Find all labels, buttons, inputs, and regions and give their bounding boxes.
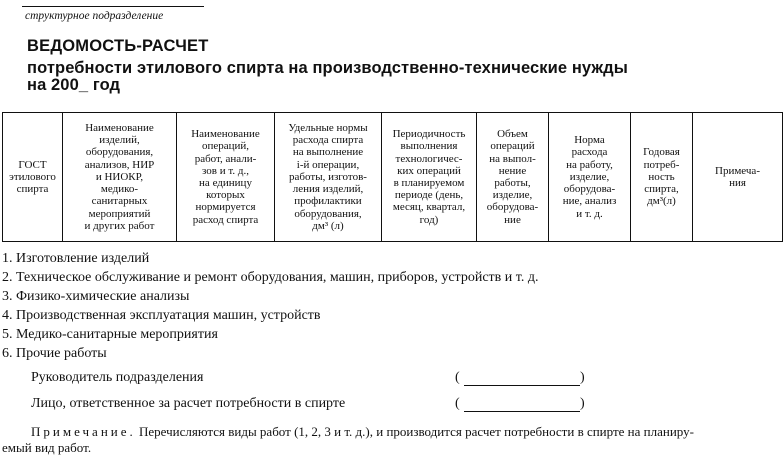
list-item: 4. Производственная эксплуатация машин, устройств [2,308,321,323]
column-header-operation-name: Наименование операций, работ, анали- зов и т. д., на единицу которых нормируется расход спирта [177,113,275,242]
signature-open-paren: ( [455,396,460,411]
column-header-periodicity: Периодичность выполнения технологичес- ких операций в планируемом периоде (день, месяц, квартал, год) [382,113,477,242]
list-item: 6. Прочие работы [2,346,107,361]
list-item: 3. Физико-химические анализы [2,289,190,304]
signature-label-head: Руководитель подразделения [31,370,204,385]
signature-open-paren: ( [455,370,460,385]
list-item: 1. Изготовление изделий [2,251,150,266]
signature-line-head [464,385,580,386]
column-header-consumption-norm: Норма расхода на работу, изделие, оборудова- ние, анализ и т. д. [549,113,631,242]
unit-caption: структурное подразделение [25,10,164,22]
list-item: 5. Медико-санитарные мероприятия [2,327,218,342]
column-header-gost: ГОСТ этилового спирта [3,113,63,242]
signature-label-responsible: Лицо, ответственное за расчет потребности в спирте [31,396,346,411]
column-header-item-name: Наименование изделий, оборудования, анализов, НИР и НИОКР, медико- санитарных мероприятий и других работ [63,113,177,242]
signature-close-paren: ) [580,396,585,411]
document-subtitle: потребности этилового спирта на производственно-технические нужды на 200_ год [27,59,628,94]
column-header-notes: Примеча- ния [693,113,783,242]
signature-close-paren: ) [580,370,585,385]
note-line-2: емый вид работ. [2,440,92,455]
column-header-unit-norm: Удельные нормы расхода спирта на выполнение i-й операции, работы, изготов- ления изделий, профилактики оборудования, дм³ (л) [275,113,382,242]
signature-line-responsible [464,411,580,412]
note-heading: Примечание. [31,424,136,439]
document-title: ВЕДОМОСТЬ-РАСЧЕТ [27,37,209,55]
caption-rule [22,6,204,7]
column-header-annual-need: Годовая потреб- ность спирта, дм³(л) [631,113,693,242]
note-text: Перечисляются виды работ (1, 2, 3 и т. д.), и производится расчет потребности в спирте на планиру- [139,424,694,439]
note-line-1 [31,424,694,440]
column-header-operation-volume: Объем операций на выпол- нение работы, изделие, оборудова- ние [477,113,549,242]
list-item: 2. Техническое обслуживание и ремонт оборудования, машин, приборов, устройств и т. д. [2,270,539,285]
calculation-table [2,112,783,242]
table-header-row [3,113,783,242]
